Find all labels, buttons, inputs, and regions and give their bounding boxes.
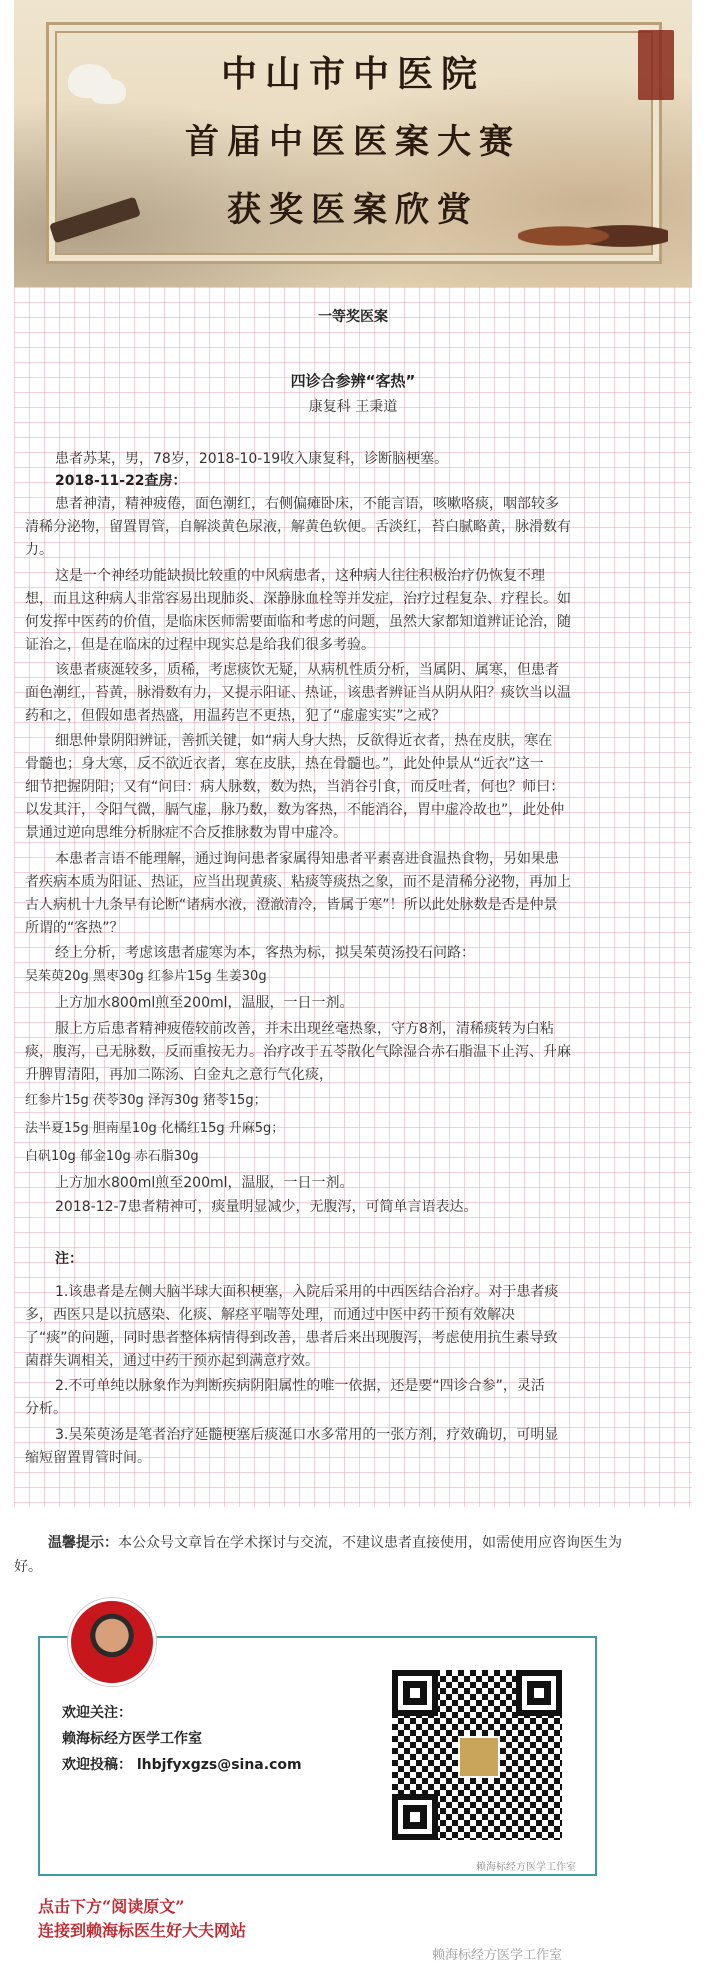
text-line: 所谓的“客热”？ [25,920,124,936]
banner-line-hospital: 中山市中医院 [220,53,485,95]
text-line: 药和之，但假如患者热盛，用温药岂不更热，犯了“虚虚实实”之戒？ [25,708,446,724]
follow-label: 欢迎关注： [62,1705,132,1721]
text-line: 白矾10g 郁金10g 赤石脂30g [25,1149,199,1164]
banner-line-showcase: 获奖医案欣赏 [227,190,479,230]
text-line: 这是一个神经功能缺损比较重的中风病患者，这种病人往往积极治疗仍恢复不理 [55,568,545,584]
para-round-date: 2018-11-22查房： [55,473,187,489]
warm-reminder-label: 温馨提示： [48,1535,118,1551]
text-line: 本患者言语不能理解，通过询问患者家属得知患者平素喜进食温热食物，另如果患 [55,851,559,867]
text-line: 分析。 [25,1401,67,1417]
text-line: 该患者痰涎较多，质稀，考虑痰饮无疑，从病机性质分析，当属阴、属寒，但患者 [55,662,559,678]
notes-heading: 注： [55,1251,83,1267]
text-line: 法半夏15g 胆南星10g 化橘红15g 升麻5g； [25,1121,285,1136]
header-banner [14,0,692,287]
text-line: 何发挥中医药的价值，是临床医师需要面临和考虑的问题，虽然大家都知道辨证论治，随 [25,614,571,630]
text-line: 古人病机十九条早有论断“诸病水液，澄澈清冷，皆属于寒”！所以此处脉数是否是仲景 [25,897,558,913]
text-line: 力。 [25,542,53,558]
text-line: 景通过逆向思维分析脉症不合反推脉数为胃中虚冷。 [25,825,347,841]
article-title: 四诊合参辨“客热” [290,372,416,390]
qr-logo-icon [458,1736,500,1778]
award-label: 一等奖医案 [318,309,388,325]
text-line: 骨髓也；身大寒，反不欲近衣者，寒在皮肤，热在骨髓也。”，此处仲景从“近衣”这一 [25,756,544,772]
text-line: 了“痰”的问题，同时患者整体病情得到改善，患者后来出现腹泻，考虑使用抗生素导致 [25,1330,558,1346]
qr-finder-top-right [516,1670,562,1716]
text-line: 升脾胃清阳，再加二陈汤、白金丸之意行气化痰， [25,1067,333,1083]
para-outcome: 2018-12-7患者精神可，痰量明显减少，无腹泻，可简单言语表达。 [55,1199,478,1215]
para-dosage-2: 上方加水800ml煎至200ml，温服，一日一剂。 [55,1175,354,1191]
text-line: 细思仲景阴阳辨证，善抓关键，如“病人身大热，反欲得近衣者，热在皮肤，寒在 [55,733,553,749]
banner-line-contest: 首届中医医案大赛 [185,122,521,162]
studio-name: 赖海标经方医学工作室 [62,1731,202,1747]
warm-reminder-text: 本公众号文章旨在学术探讨与交流，不建议患者直接使用，如需使用应咨询医生为 [118,1535,622,1551]
warm-reminder [48,1532,688,1554]
text-line: 缩短留置胃管时间。 [25,1450,151,1466]
text-line: 以发其汗，令阳气微，膈气虚，脉乃数，数为客热，不能消谷，胃中虚冷故也”，此处仲 [25,802,565,818]
text-line: 痰，腹泻，已无脉数，反而重按无力。治疗改于五苓散化气除湿合赤石脂温下止泻、升麻 [25,1044,571,1060]
warm-reminder-text-end: 好。 [14,1559,42,1575]
text-line: 1.该患者是左侧大脑半球大面积梗塞，入院后采用的中西医结合治疗。对于患者痰 [55,1284,559,1300]
text-line: 3.吴茱萸汤是笔者治疗延髓梗塞后痰涎口水多常用的一张方剂，疗效确切，可明显 [55,1427,559,1443]
text-line: 者疾病本质为阳证、热证，应当出现黄痰、粘痰等痰热之象，而不是清稀分泌物，再加上 [25,874,571,890]
text-line: 服上方后患者精神疲倦较前改善，并未出现丝毫热象，守方8剂，清稀痰转为白粘 [55,1021,554,1037]
text-line: 红参片15g 茯苓30g 泽泻30g 猪苓15g； [25,1093,267,1108]
watermark: 赖海标经方医学工作室 [432,1948,563,1963]
haodf-link-hint[interactable]: 连接到赖海标医生好大夫网站 [38,1921,247,1940]
prescription-1: 吴茱萸20g 黑枣30g 红参片15g 生姜30g [25,969,267,984]
text-line: 想，而且这种病人非常容易出现肺炎、深静脉血栓等并发症，治疗过程复杂、疗程长。如 [25,591,571,607]
qr-caption: 赖海标经方医学工作室 [476,1862,576,1873]
text-line: 面色潮红，苔黄，脉滑数有力，又提示阳证、热证，该患者辨证当从阴从阳？痰饮当以温 [25,685,571,701]
submission-email[interactable]: 欢迎投稿： lhbjfyxgzs@sina.com [62,1757,302,1773]
para-diagnosis: 经上分析，考虑该患者虚寒为本，客热为标，拟吴茱萸汤投石问路： [55,945,475,961]
text-line: 清稀分泌物，留置胃管，自解淡黄色尿液，解黄色软便。舌淡红，苔白腻略黄，脉滑数有 [25,519,571,535]
para-patient-info: 患者苏某，男，78岁，2018-10-19收入康复科，诊断脑梗塞。 [55,451,449,467]
article-author: 康复科 王秉道 [308,399,398,415]
qr-finder-bottom-left [392,1794,438,1840]
text-line: 2.不可单纯以脉象作为判断疾病阴阳属性的唯一依据，还是要“四诊合参”，灵活 [55,1378,545,1394]
para-dosage-1: 上方加水800ml煎至200ml，温服，一日一剂。 [55,995,354,1011]
text-line: 菌群失调相关，通过中药干预亦起到满意疗效。 [25,1353,319,1369]
qr-finder-top-left [392,1670,438,1716]
read-original-hint[interactable]: 点击下方“阅读原文” [38,1897,185,1916]
text-line: 细节把握阴阳；又有“问曰：病人脉数，数为热，当消谷引食，而反吐者，何也？师曰： [25,779,565,795]
text-line: 患者神清，精神疲倦，面色潮红，右侧偏瘫卧床，不能言语，咳嗽咯痰，咽部较多 [55,496,559,512]
doctor-avatar [68,1598,156,1686]
text-line: 证治之，但是在临床的过程中现实总是给我们很多考验。 [25,637,375,653]
text-line: 多，西医只是以抗感染、化痰、解痉平喘等处理，而通过中医中药干预有效解决 [25,1307,515,1323]
